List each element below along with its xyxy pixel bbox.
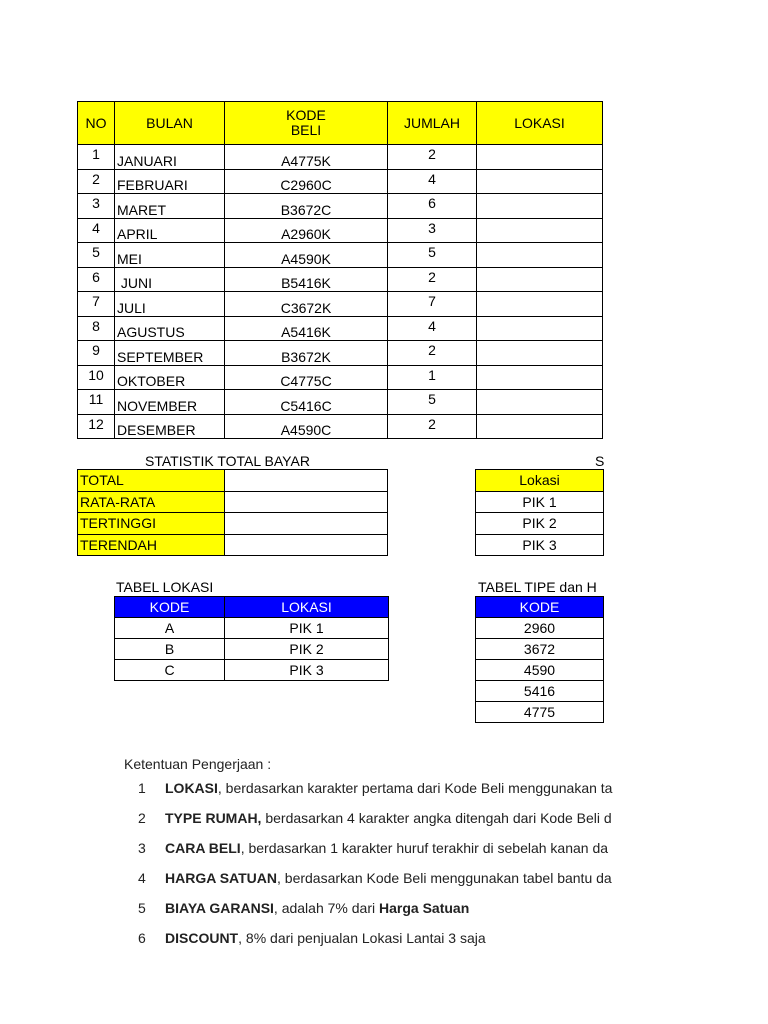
item-text: , berdasarkan Kode Beli menggunakan tabel bantu da (277, 870, 612, 886)
header-lokasi: LOKASI (225, 597, 389, 618)
header-lokasi: Lokasi (476, 470, 604, 492)
cell-kode-beli[interactable]: B3672K (225, 341, 388, 366)
table-row (476, 513, 604, 535)
cell-kode-beli[interactable]: B5416K (225, 267, 388, 292)
table-row (476, 702, 604, 723)
cell-jumlah[interactable]: 3 (388, 218, 477, 243)
statistik-title: STATISTIK TOTAL BAYAR (145, 453, 310, 469)
cell-no[interactable]: 6 (78, 267, 115, 292)
cell-jumlah[interactable]: 6 (388, 194, 477, 219)
cell-lokasi[interactable]: PIK 2 (225, 639, 389, 660)
item-number: 4 (138, 870, 146, 886)
cell-no[interactable]: 2 (78, 169, 115, 194)
table-row (78, 169, 603, 194)
cell-lokasi[interactable] (477, 390, 603, 415)
cell-no[interactable]: 11 (78, 390, 115, 415)
cell-kode-beli[interactable]: C2960C (225, 169, 388, 194)
cell-no[interactable]: 5 (78, 243, 115, 268)
cell-lokasi[interactable] (477, 145, 603, 170)
cell-kode-beli[interactable]: A4775K (225, 145, 388, 170)
table-row (476, 681, 604, 702)
item-text: , berdasarkan karakter pertama dari Kode Beli menggunakan ta (217, 780, 613, 796)
table-row (476, 618, 604, 639)
cell-lokasi[interactable]: PIK 2 (476, 513, 604, 535)
cell-lokasi[interactable]: PIK 3 (476, 534, 604, 556)
cell-no[interactable]: 9 (78, 341, 115, 366)
header-kode-line1: KODE (286, 107, 326, 123)
item-keyword: BIAYA GARANSI (165, 900, 274, 916)
cell-lokasi[interactable]: PIK 1 (476, 491, 604, 513)
cell-no[interactable]: 12 (78, 414, 115, 439)
cell-kode-beli[interactable]: C3672K (225, 292, 388, 317)
cell-kode[interactable]: 5416 (476, 681, 604, 702)
cell-bulan[interactable]: APRIL (115, 218, 225, 243)
cell-jumlah[interactable]: 5 (388, 243, 477, 268)
tabel-tipe-title: TABEL TIPE dan H (478, 579, 597, 595)
tabel-lokasi-title: TABEL LOKASI (116, 579, 214, 595)
cell-kode-beli[interactable]: C4775C (225, 365, 388, 390)
item-number: 3 (138, 840, 146, 856)
cell-no[interactable]: 10 (78, 365, 115, 390)
item-text: , berdasarkan 1 karakter huruf terakhir di sebelah kanan da (240, 840, 609, 856)
item-number: 5 (138, 900, 146, 916)
cell-lokasi[interactable] (477, 243, 603, 268)
cell-no[interactable]: 8 (78, 316, 115, 341)
cell-bulan[interactable]: JUNI (115, 267, 225, 292)
header-kode-line2: BELI (290, 122, 322, 138)
cell-bulan[interactable]: JANUARI (115, 145, 225, 170)
cell-jumlah[interactable]: 2 (388, 414, 477, 439)
table-row (78, 341, 603, 366)
cell-kode[interactable]: B (115, 639, 225, 660)
cell-jumlah[interactable]: 1 (388, 365, 477, 390)
item-text: , adalah 7% dari (273, 900, 379, 916)
item-keyword: LOKASI (165, 780, 218, 796)
ketentuan-item (138, 810, 612, 826)
cell-jumlah[interactable]: 2 (388, 145, 477, 170)
table-row (78, 145, 603, 170)
header-lokasi: LOKASI (477, 102, 603, 145)
header-no: NO (78, 102, 115, 145)
item-keyword-2: Harga Satuan (379, 900, 470, 916)
item-keyword: DISCOUNT (165, 930, 239, 946)
stat-value[interactable] (225, 513, 388, 535)
table-row (78, 218, 603, 243)
table-header-row (78, 102, 603, 145)
table-row (476, 491, 604, 513)
cell-kode-beli[interactable]: A4590K (225, 243, 388, 268)
stat-value[interactable] (225, 470, 388, 492)
item-number: 2 (138, 810, 146, 826)
data-table (77, 101, 603, 439)
cell-no[interactable]: 4 (78, 218, 115, 243)
item-number: 6 (138, 930, 146, 946)
cell-lokasi[interactable] (477, 341, 603, 366)
table-row (78, 194, 603, 219)
cell-lokasi[interactable] (477, 365, 603, 390)
cell-no[interactable]: 3 (78, 194, 115, 219)
table-row (78, 390, 603, 415)
cell-jumlah[interactable]: 4 (388, 169, 477, 194)
cell-lokasi[interactable]: PIK 1 (225, 618, 389, 639)
cell-bulan[interactable]: JULI (115, 292, 225, 317)
table-header-row (476, 597, 604, 618)
cell-bulan[interactable]: MARET (115, 194, 225, 219)
stat-label[interactable]: TOTAL (78, 470, 225, 492)
stat-label[interactable]: TERENDAH (78, 534, 225, 556)
stat-value[interactable] (225, 534, 388, 556)
item-keyword: HARGA SATUAN (165, 870, 277, 886)
table-row (78, 414, 603, 439)
ketentuan-title: Ketentuan Pengerjaan : (124, 756, 272, 772)
cell-jumlah[interactable]: 7 (388, 292, 477, 317)
cell-no[interactable]: 7 (78, 292, 115, 317)
cell-bulan[interactable]: NOVEMBER (115, 390, 225, 415)
cell-kode-beli[interactable]: C5416C (225, 390, 388, 415)
table-row (78, 316, 603, 341)
tabel-lokasi (114, 596, 389, 681)
cell-lokasi[interactable] (477, 292, 603, 317)
cell-kode[interactable]: C (115, 660, 225, 681)
cell-lokasi[interactable] (477, 218, 603, 243)
cell-kode-beli[interactable]: A4590C (225, 414, 388, 439)
cell-jumlah[interactable]: 5 (388, 390, 477, 415)
cell-jumlah[interactable]: 4 (388, 316, 477, 341)
item-keyword: TYPE RUMAH, (165, 810, 262, 826)
header-kode: KODE (115, 597, 225, 618)
cell-lokasi[interactable] (477, 267, 603, 292)
item-keyword: CARA BELI (165, 840, 241, 856)
table-row (78, 470, 388, 492)
table-header-row (115, 597, 389, 618)
table-row (115, 618, 389, 639)
table-row (78, 243, 603, 268)
header-bulan: BULAN (115, 102, 225, 145)
cell-kode[interactable]: A (115, 618, 225, 639)
table-row (78, 292, 603, 317)
table-row (78, 534, 388, 556)
item-text: , 8% dari penjualan Lokasi Lantai 3 saja (238, 930, 486, 946)
cell-lokasi[interactable] (477, 194, 603, 219)
cell-bulan[interactable]: OKTOBER (115, 365, 225, 390)
cell-kode[interactable]: 3672 (476, 639, 604, 660)
table-row (78, 365, 603, 390)
cell-bulan[interactable]: SEPTEMBER (115, 341, 225, 366)
cell-lokasi[interactable] (477, 414, 603, 439)
ketentuan-item (138, 780, 612, 796)
table-header-row (476, 470, 604, 492)
table-row (476, 660, 604, 681)
table-row (476, 534, 604, 556)
item-number: 1 (138, 780, 146, 796)
cell-bulan[interactable]: FEBRUARI (115, 169, 225, 194)
cell-lokasi[interactable]: PIK 3 (225, 660, 389, 681)
cell-kode[interactable]: 4590 (476, 660, 604, 681)
ketentuan-item (138, 870, 612, 886)
cell-kode-beli[interactable]: A5416K (225, 316, 388, 341)
table-row (78, 513, 388, 535)
table-row (78, 491, 388, 513)
tabel-tipe (475, 596, 604, 723)
table-row (78, 267, 603, 292)
statistik-table (77, 469, 388, 556)
ketentuan-item (138, 840, 608, 856)
table-row (115, 639, 389, 660)
cell-jumlah[interactable]: 2 (388, 341, 477, 366)
item-text: berdasarkan 4 karakter angka ditengah dari Kode Beli d (261, 810, 612, 826)
ketentuan-item (138, 930, 486, 946)
cell-kode[interactable]: 4775 (476, 702, 604, 723)
header-kode-beli (225, 102, 388, 145)
stat-label[interactable]: TERTINGGI (78, 513, 225, 535)
table-row (476, 639, 604, 660)
header-jumlah: JUMLAH (388, 102, 477, 145)
ketentuan-item (138, 900, 469, 916)
header-kode: KODE (476, 597, 604, 618)
cell-bulan[interactable]: DESEMBER (115, 414, 225, 439)
cell-kode-beli[interactable]: A2960K (225, 218, 388, 243)
cell-no[interactable]: 1 (78, 145, 115, 170)
cell-jumlah[interactable]: 2 (388, 267, 477, 292)
cell-bulan[interactable]: AGUSTUS (115, 316, 225, 341)
cell-lokasi[interactable] (477, 169, 603, 194)
cell-kode-beli[interactable]: B3672C (225, 194, 388, 219)
table-row (115, 660, 389, 681)
cell-bulan[interactable]: MEI (115, 243, 225, 268)
cell-kode[interactable]: 2960 (476, 618, 604, 639)
cell-lokasi[interactable] (477, 316, 603, 341)
stat-value[interactable] (225, 491, 388, 513)
stat-label[interactable]: RATA-RATA (78, 491, 225, 513)
lokasi-summary-table (475, 469, 604, 556)
lokasi-summary-title: S (595, 453, 605, 469)
